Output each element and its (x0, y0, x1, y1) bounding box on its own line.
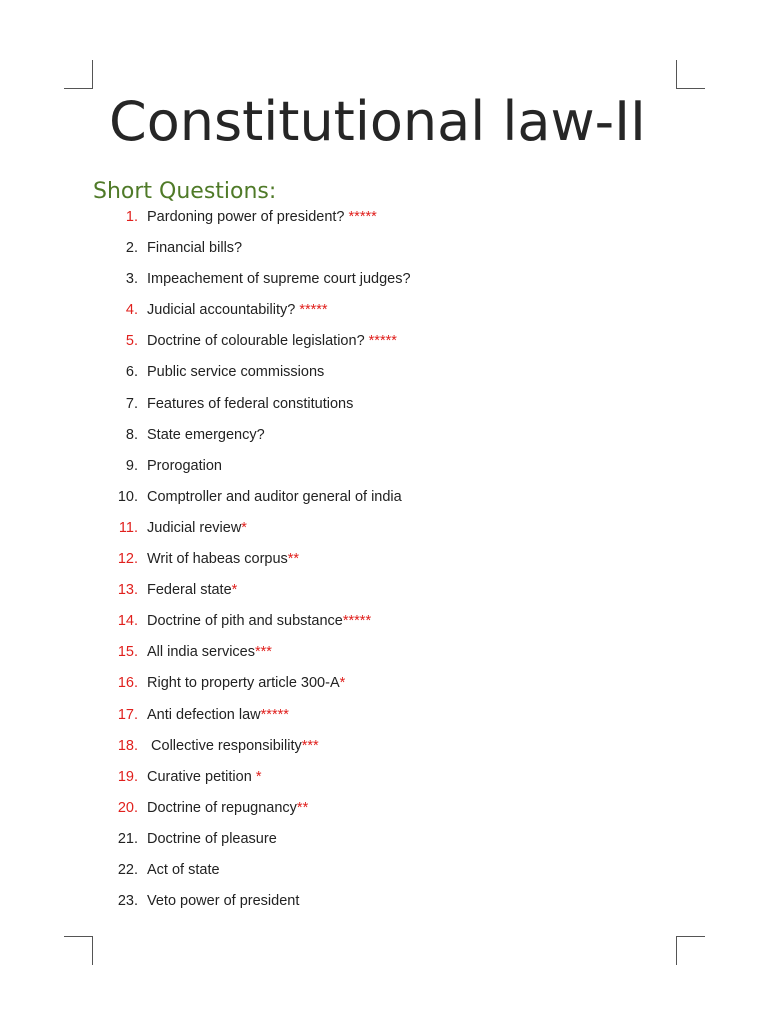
question-item (0, 886, 768, 917)
question-text (147, 326, 397, 357)
question-text (147, 295, 328, 326)
question-number: 3. (125, 271, 138, 288)
question-label: Federal state (147, 582, 232, 599)
question-label: Features of federal constitutions (147, 395, 354, 412)
question-item (0, 575, 768, 606)
question-label: Anti defection law (147, 706, 261, 723)
crop-mark-top-left (64, 60, 93, 89)
question-label: Doctrine of colourable legislation? (147, 333, 369, 350)
question-item (0, 482, 768, 513)
question-text (147, 886, 299, 917)
question-number: 13. (117, 582, 138, 599)
question-number: 10. (117, 488, 138, 505)
question-number: 7. (125, 395, 138, 412)
question-text (147, 668, 345, 699)
question-label: State emergency? (147, 426, 265, 443)
importance-stars: * (339, 675, 346, 692)
question-item (0, 855, 768, 886)
question-label: Veto power of president (147, 893, 300, 910)
question-label: Writ of habeas corpus (147, 551, 288, 568)
question-number: 8. (125, 426, 138, 443)
question-text (147, 606, 371, 637)
importance-stars: *** (301, 737, 319, 754)
importance-stars: ***** (260, 706, 289, 723)
question-number: 14. (117, 613, 138, 630)
question-item (0, 389, 768, 420)
question-item (0, 700, 768, 731)
question-number: 21. (117, 830, 138, 847)
question-text (147, 793, 308, 824)
question-item (0, 606, 768, 637)
question-number: 11. (118, 519, 138, 536)
question-text (147, 824, 277, 855)
question-number: 23. (117, 893, 138, 910)
question-label: Financial bills? (147, 240, 243, 257)
question-label: Right to property article 300-A (147, 675, 340, 692)
question-number: 2. (125, 240, 138, 257)
question-number: 4. (125, 302, 138, 319)
question-number: 6. (125, 364, 138, 381)
question-text (147, 637, 272, 668)
question-label: Comptroller and auditor general of india (147, 488, 402, 505)
question-number: 20. (117, 799, 138, 816)
crop-mark-bottom-right (676, 936, 705, 965)
question-number: 1. (125, 209, 138, 225)
question-number: 16. (117, 675, 138, 692)
question-label: Impeachement of supreme court judges? (147, 271, 411, 288)
question-label: Judicial review (147, 519, 242, 536)
section-heading: Short Questions: (93, 179, 277, 204)
question-label: Collective responsibility (147, 737, 302, 754)
question-text (147, 420, 265, 451)
question-label: Public service commissions (147, 364, 325, 381)
importance-stars: * (231, 582, 238, 599)
question-text (147, 357, 324, 388)
question-number: 9. (125, 457, 138, 474)
importance-stars: ** (296, 799, 309, 816)
importance-stars: ***** (299, 302, 328, 319)
question-label: Pardoning power of president? (147, 209, 349, 225)
question-number: 17. (117, 706, 138, 723)
importance-stars: ***** (342, 613, 372, 630)
question-number: 19. (117, 768, 138, 785)
question-text (147, 513, 247, 544)
question-text (147, 264, 411, 295)
question-list (0, 202, 768, 917)
question-item (0, 420, 768, 451)
question-number: 15. (117, 644, 138, 661)
question-number: 12. (117, 551, 138, 568)
question-label: Prorogation (147, 457, 222, 474)
importance-stars: *** (255, 644, 272, 661)
question-label: Doctrine of pith and substance (147, 613, 343, 630)
question-item (0, 357, 768, 388)
importance-stars: * (255, 768, 262, 785)
question-item (0, 731, 768, 762)
question-item (0, 793, 768, 824)
question-item (0, 295, 768, 326)
question-text (147, 202, 377, 233)
question-text (147, 700, 289, 731)
question-label: All india services (147, 644, 255, 661)
question-label: Curative petition (147, 768, 256, 785)
question-item (0, 264, 768, 295)
importance-stars: ** (287, 551, 300, 568)
question-label: Doctrine of pleasure (147, 830, 277, 847)
question-text (147, 451, 222, 482)
question-item (0, 233, 768, 264)
question-item (0, 202, 768, 233)
question-text (147, 731, 319, 762)
importance-stars: * (241, 519, 247, 536)
question-item (0, 513, 768, 544)
question-text (147, 575, 237, 606)
question-item (0, 762, 768, 793)
question-text (147, 544, 299, 575)
question-label: Doctrine of repugnancy (147, 799, 297, 816)
question-item (0, 824, 768, 855)
importance-stars: ***** (348, 209, 377, 225)
question-label: Act of state (147, 861, 220, 878)
question-number: 22. (117, 861, 138, 878)
question-item (0, 544, 768, 575)
question-item (0, 451, 768, 482)
crop-mark-top-right (676, 60, 705, 89)
question-item (0, 637, 768, 668)
question-text (147, 762, 261, 793)
crop-mark-bottom-left (64, 936, 93, 965)
question-number: 18. (117, 737, 138, 754)
question-text (147, 389, 353, 420)
question-text (147, 482, 402, 513)
question-item (0, 668, 768, 699)
question-number: 5. (125, 333, 138, 350)
question-text (147, 855, 220, 886)
importance-stars: ***** (368, 333, 397, 350)
document-title: Constitutional law-II (109, 90, 646, 153)
question-label: Judicial accountability? (147, 302, 300, 319)
question-item (0, 326, 768, 357)
question-text (147, 233, 242, 264)
